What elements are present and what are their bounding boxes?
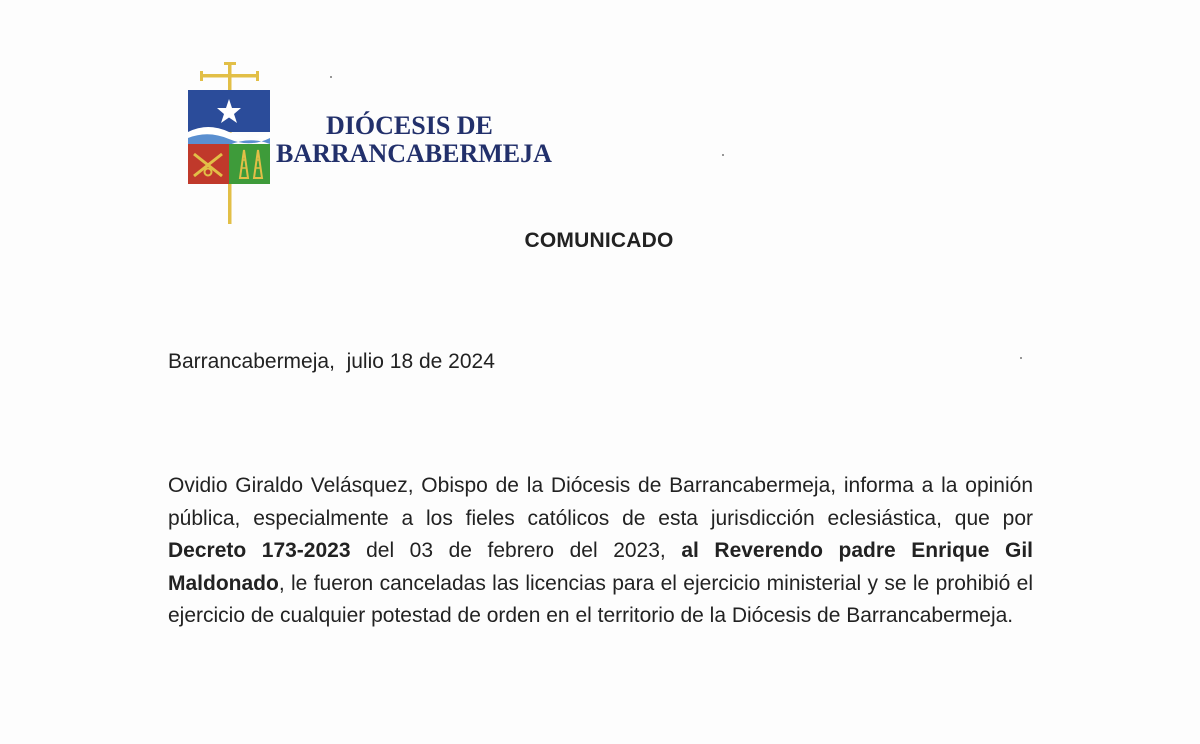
dateline: Barrancabermeja, julio 18 de 2024: [168, 350, 495, 373]
diocese-name-line2: BARRANCABERMEJA: [276, 139, 552, 168]
paragraph-text-part-1: Ovidio Giraldo Velásquez, Obispo de la Diócesis de Barrancabermeja, informa a la opinión pública, especialmente a los fieles católicos de esta jurisdicción eclesiástica, que por: [168, 474, 1033, 530]
document-heading-text: COMUNICADO: [524, 229, 674, 252]
decree-reference: Decreto 173-2023: [168, 539, 351, 562]
scan-speck: [1020, 357, 1022, 359]
paragraph-text-part-2: del 03 de febrero del 2023,: [350, 539, 682, 562]
paragraph-text-part-3: , le fueron canceladas las licencias para el ejercicio ministerial y se le prohibió el ejercicio de cualquier potestad de orden en el territorio de la Diócesis de Barrancabermeja.: [168, 571, 1033, 627]
diocese-coat-of-arms-icon: [186, 60, 274, 226]
announcement-paragraph: [168, 470, 1033, 633]
document-heading: [0, 229, 1200, 253]
scan-speck: [722, 154, 724, 156]
priest-name: al Reverendo padre Enrique Gil Maldonado: [168, 539, 1033, 595]
diocese-name: [276, 112, 576, 168]
diocese-name-line1: DIÓCESIS DE: [326, 111, 493, 140]
scan-speck: [330, 76, 332, 78]
